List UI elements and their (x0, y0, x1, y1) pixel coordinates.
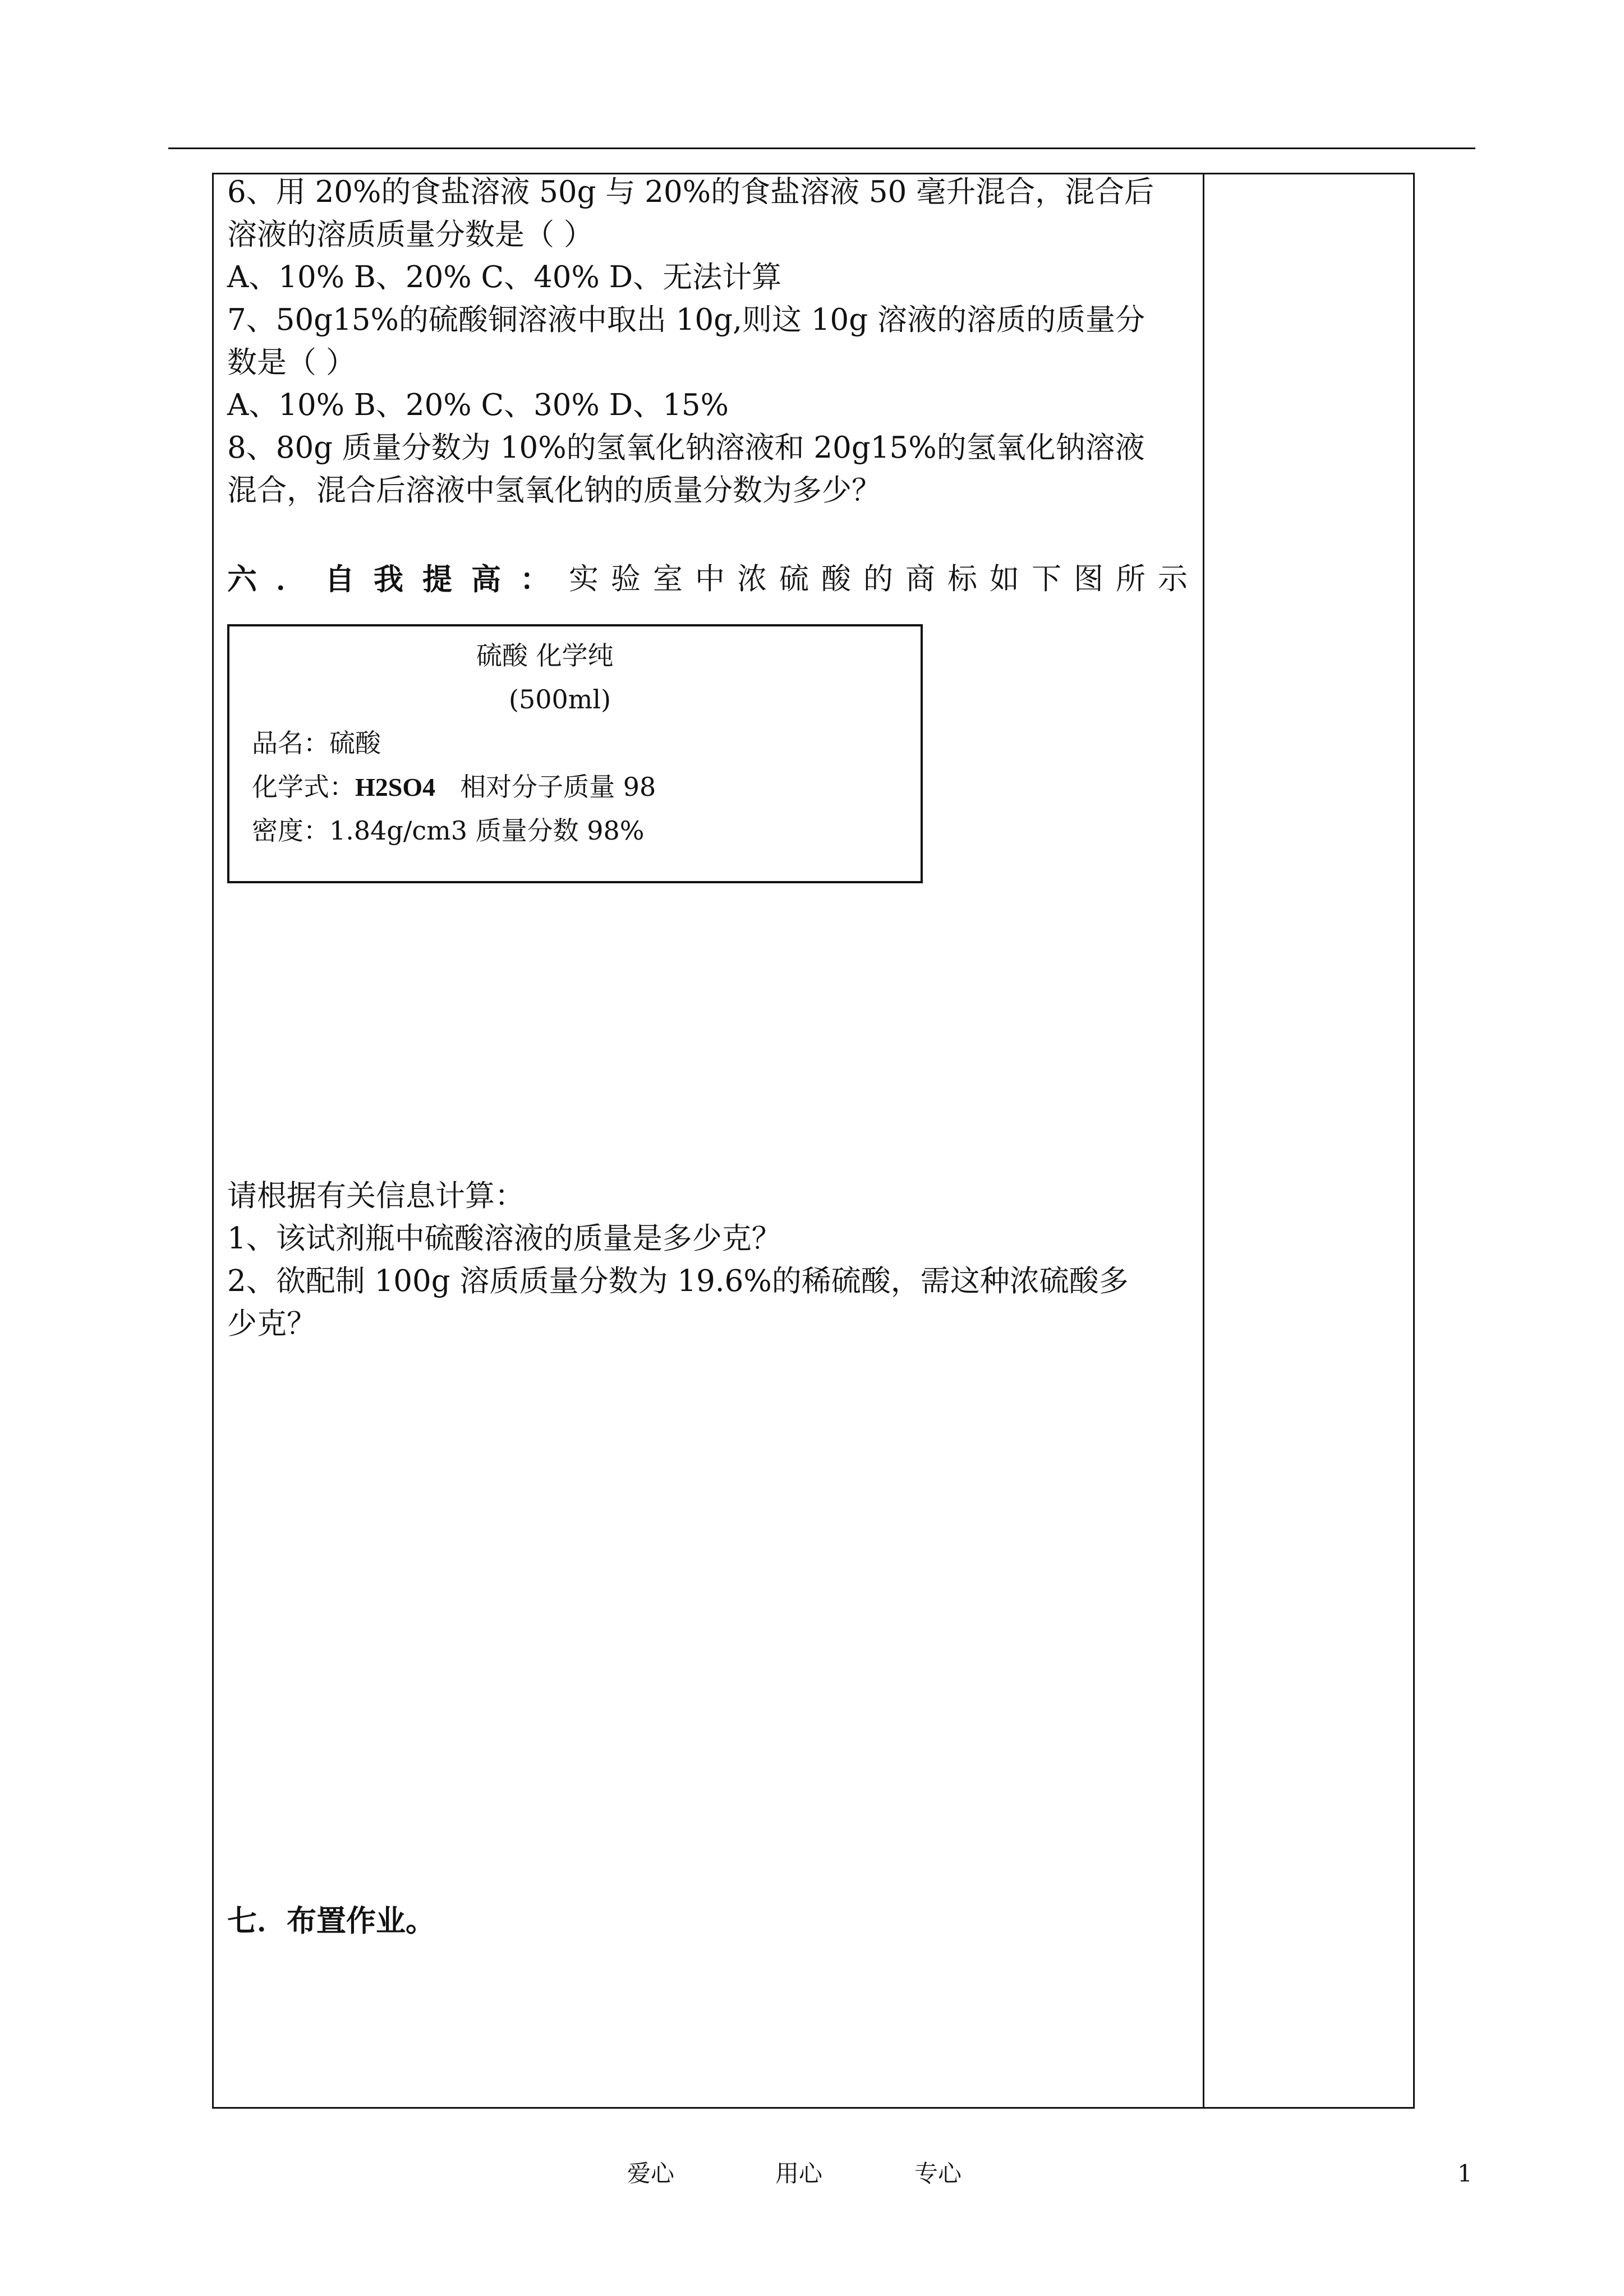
calc-intro: 请根据有关信息计算： (227, 1179, 525, 1213)
q6-line2: 溶液的溶质质量分数是（ ） (227, 218, 594, 252)
header-rule (168, 147, 1475, 149)
label-volume: (500ml) (509, 684, 611, 714)
label-formula-row (252, 770, 656, 804)
column-divider (1203, 173, 1204, 2109)
label-density: 密度：1.84g/cm3 质量分数 98% (252, 815, 645, 846)
q7-line1: 7、50g15%的硫酸铜溶液中取出 10g,则这 10g 溶液的溶质的质量分 (227, 303, 1145, 337)
footer-left: 爱心 (627, 2160, 675, 2187)
q8-line2: 混合，混合后溶液中氢氧化钠的质量分数为多少？ (227, 473, 881, 508)
q6-options: A、10% B、20% C、40% D、无法计算 (227, 260, 782, 294)
label-molar-mass: 相对分子质量 98 (460, 772, 656, 802)
q8-line1: 8、80g 质量分数为 10%的氢氧化钠溶液和 20g15%的氢氧化钠溶液 (227, 431, 1145, 465)
calc-q1: 1、该试剂瓶中硫酸溶液的质量是多少克？ (227, 1221, 781, 1256)
q7-line2: 数是（ ） (227, 345, 356, 380)
footer-right: 专心 (914, 2160, 962, 2187)
page-number: 1 (1457, 2160, 1473, 2187)
label-formula-label: 化学式： (252, 772, 355, 802)
label-name: 品名：硫酸 (252, 728, 381, 758)
q7-options: A、10% B、20% C、30% D、15% (227, 388, 729, 422)
section6-text: 实验室中浓硫酸的商标如下图所示 (569, 562, 1200, 596)
footer-middle: 用心 (775, 2160, 823, 2187)
label-title: 硫酸 化学纯 (476, 640, 614, 671)
section6-heading: 六．自我提高： (227, 562, 569, 597)
calc-q2-line2: 少克？ (227, 1307, 316, 1341)
section7-heading: 七．布置作业。 (227, 1903, 435, 1938)
section6-heading-row (227, 560, 1200, 599)
q6-line1: 6、用 20%的食盐溶液 50g 与 20%的食盐溶液 50 毫升混合，混合后 (227, 175, 1154, 209)
calc-q2-line1: 2、欲配制 100g 溶质质量分数为 19.6%的稀硫酸，需这种浓硫酸多 (227, 1264, 1129, 1298)
label-formula: H2SO4 (355, 773, 436, 801)
acid-label-box (227, 624, 923, 883)
